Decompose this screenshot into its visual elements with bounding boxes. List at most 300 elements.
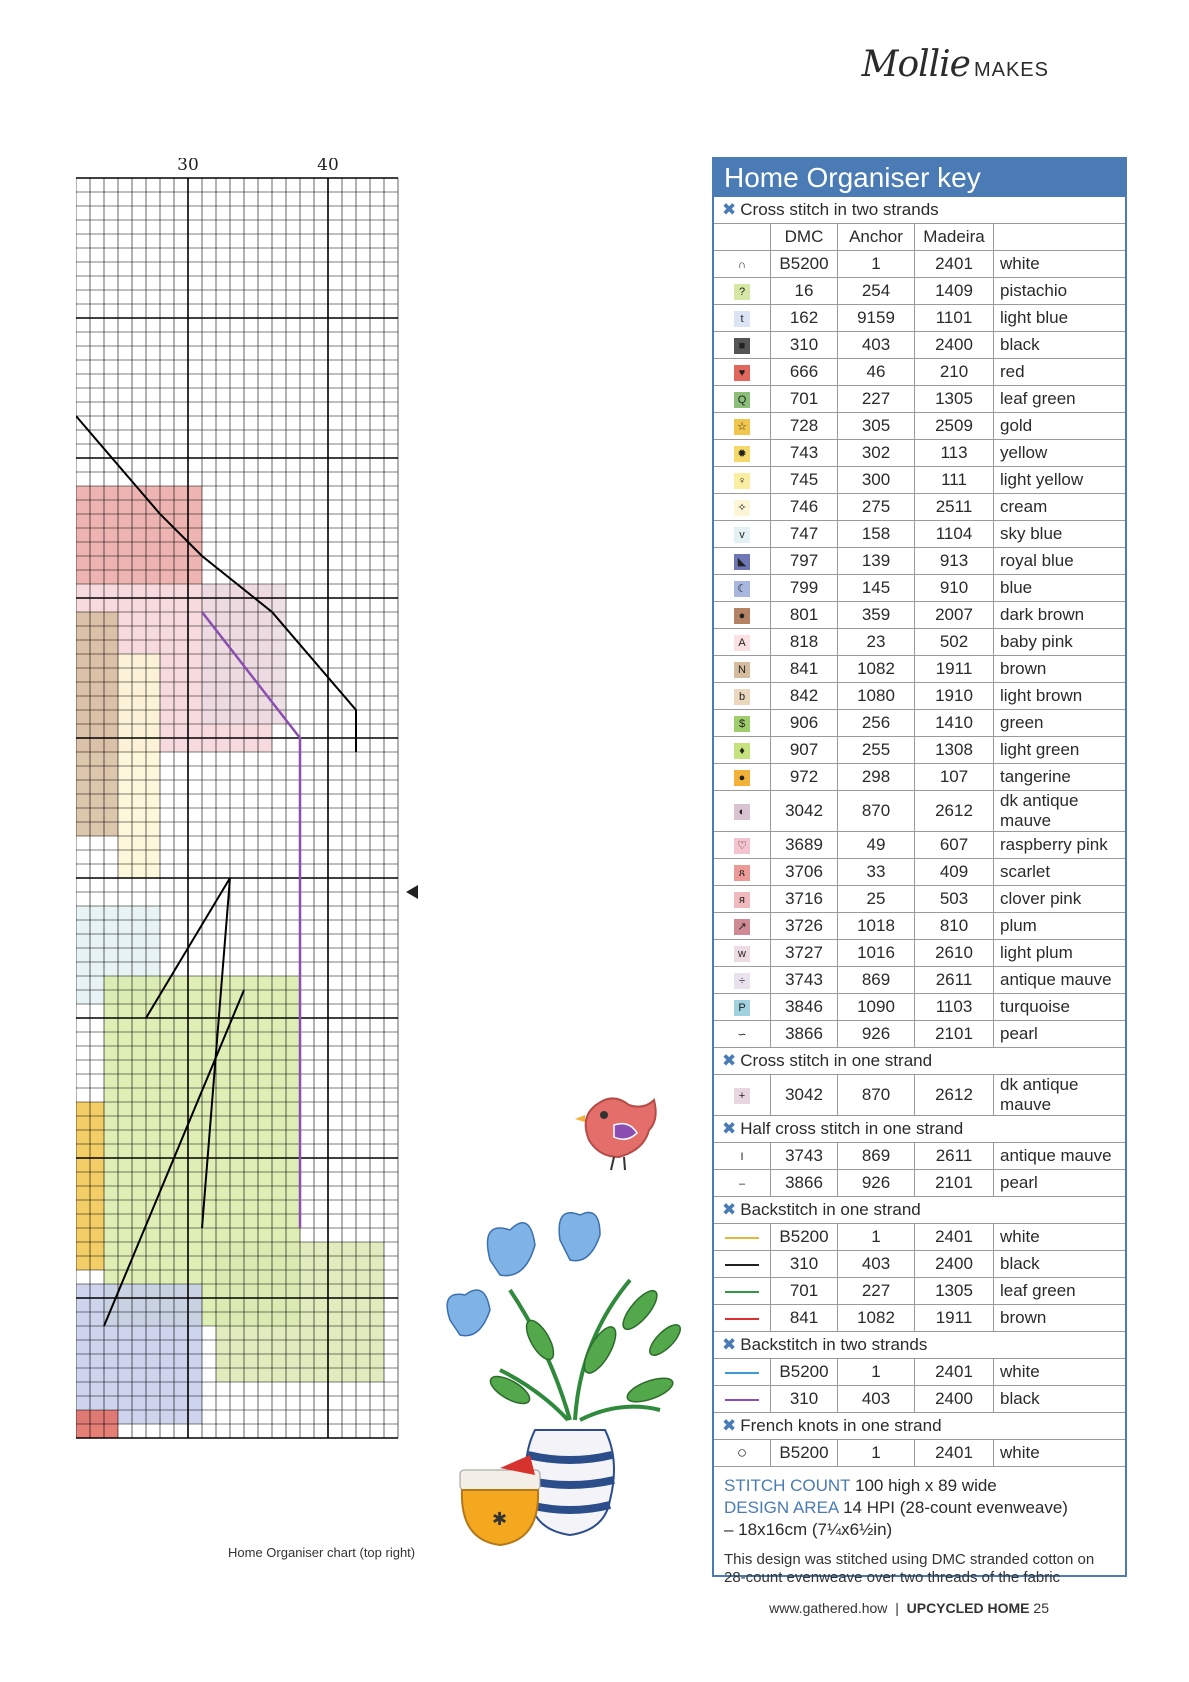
backstitch-line-icon — [725, 1291, 759, 1293]
key-symbol — [714, 791, 771, 832]
key-row — [714, 440, 1125, 467]
dmc-code: 797 — [771, 548, 838, 575]
key-row — [714, 602, 1125, 629]
dmc-code: 3727 — [771, 940, 838, 967]
dmc-code: 747 — [771, 521, 838, 548]
madeira-code: 2612 — [915, 1075, 994, 1116]
key-symbol — [714, 886, 771, 913]
symbol-swatch-icon: ∩ — [734, 257, 750, 273]
backstitch-line-icon — [725, 1237, 759, 1239]
madeira-code: 2401 — [915, 1359, 994, 1386]
cross-icon: ✖ — [722, 1119, 737, 1138]
anchor-code: 403 — [838, 1251, 915, 1278]
symbol-swatch-icon: ? — [734, 284, 750, 300]
axis-label: 30 — [177, 158, 199, 175]
key-symbol — [714, 494, 771, 521]
section-title: ✖ Cross stitch in two strands — [714, 197, 1125, 224]
symbol-swatch-icon: ✧ — [734, 500, 750, 516]
anchor-code: 33 — [838, 859, 915, 886]
vase-stitch-image — [440, 1200, 690, 1565]
cross-icon: ✖ — [722, 1416, 737, 1435]
thread-colour-name: turquoise — [994, 994, 1126, 1021]
column-header: Anchor — [838, 224, 915, 251]
key-symbol — [714, 913, 771, 940]
thread-colour-name: light yellow — [994, 467, 1126, 494]
key-table — [714, 197, 1125, 1467]
thread-colour-name: pearl — [994, 1021, 1126, 1048]
design-area-size: – 18x16cm (7¼x6½in) — [724, 1520, 893, 1539]
madeira-code: 113 — [915, 440, 994, 467]
anchor-code: 403 — [838, 332, 915, 359]
symbol-swatch-icon: ∽ — [734, 1027, 750, 1043]
thread-colour-name: green — [994, 710, 1126, 737]
dmc-code: 666 — [771, 359, 838, 386]
anchor-code: 145 — [838, 575, 915, 602]
anchor-code: 869 — [838, 1143, 915, 1170]
key-row — [714, 1224, 1125, 1251]
symbol-swatch-icon: b — [734, 689, 750, 705]
logo-caps: MAKES — [973, 59, 1049, 81]
anchor-code: 256 — [838, 710, 915, 737]
anchor-code: 869 — [838, 967, 915, 994]
column-header: Madeira — [915, 224, 994, 251]
symbol-swatch-icon: ● — [734, 608, 750, 624]
dmc-code: 728 — [771, 413, 838, 440]
dmc-code: 3042 — [771, 791, 838, 832]
section-title: ✖ Cross stitch in one strand — [714, 1048, 1125, 1075]
anchor-code: 926 — [838, 1170, 915, 1197]
thread-colour-name: antique mauve — [994, 1143, 1126, 1170]
cross-icon: ✖ — [722, 200, 737, 219]
dmc-code: 818 — [771, 629, 838, 656]
dmc-code: 3743 — [771, 967, 838, 994]
key-symbol — [714, 859, 771, 886]
madeira-code: 111 — [915, 467, 994, 494]
key-section-heading — [714, 1197, 1125, 1224]
dmc-code: 743 — [771, 440, 838, 467]
key-row — [714, 1170, 1125, 1197]
madeira-code: 607 — [915, 832, 994, 859]
thread-colour-name: cream — [994, 494, 1126, 521]
madeira-code: 409 — [915, 859, 994, 886]
dmc-code: 906 — [771, 710, 838, 737]
key-row — [714, 994, 1125, 1021]
thread-colour-name: baby pink — [994, 629, 1126, 656]
dmc-code: 3726 — [771, 913, 838, 940]
thread-colour-name: sky blue — [994, 521, 1126, 548]
chart-grid — [76, 158, 424, 1440]
madeira-code: 1910 — [915, 683, 994, 710]
key-symbol — [714, 737, 771, 764]
anchor-code: 1090 — [838, 994, 915, 1021]
section-title: ✖ Backstitch in one strand — [714, 1197, 1125, 1224]
thread-colour-name: black — [994, 332, 1126, 359]
symbol-swatch-icon: N — [734, 662, 750, 678]
centre-arrow-icon — [406, 885, 418, 899]
madeira-code: 1101 — [915, 305, 994, 332]
key-row — [714, 1143, 1125, 1170]
backstitch-line-icon — [725, 1399, 759, 1401]
anchor-code: 25 — [838, 886, 915, 913]
key-row — [714, 467, 1125, 494]
symbol-swatch-icon: ÷ — [734, 973, 750, 989]
section-title: ✖ French knots in one strand — [714, 1413, 1125, 1440]
symbol-swatch-icon: – — [734, 1176, 750, 1192]
section-title: ✖ Backstitch in two strands — [714, 1332, 1125, 1359]
dmc-code: B5200 — [771, 1359, 838, 1386]
key-row — [714, 656, 1125, 683]
key-row — [714, 1305, 1125, 1332]
symbol-swatch-icon: w — [734, 946, 750, 962]
dmc-code: 310 — [771, 1251, 838, 1278]
key-row — [714, 1075, 1125, 1116]
anchor-code: 227 — [838, 1278, 915, 1305]
thread-colour-name: light green — [994, 737, 1126, 764]
symbol-swatch-icon: I — [734, 1149, 750, 1165]
madeira-code: 2007 — [915, 602, 994, 629]
madeira-code: 2611 — [915, 967, 994, 994]
dmc-code: 3716 — [771, 886, 838, 913]
key-symbol — [714, 1386, 771, 1413]
key-section-heading — [714, 1116, 1125, 1143]
symbol-swatch-icon: ■ — [734, 338, 750, 354]
madeira-code: 1305 — [915, 386, 994, 413]
dmc-code: 701 — [771, 1278, 838, 1305]
key-row — [714, 521, 1125, 548]
anchor-code: 403 — [838, 1386, 915, 1413]
anchor-code: 1016 — [838, 940, 915, 967]
madeira-code: 2611 — [915, 1143, 994, 1170]
anchor-code: 1080 — [838, 683, 915, 710]
magazine-logo — [862, 44, 1049, 85]
key-symbol — [714, 1440, 771, 1467]
french-knot-icon: ○ — [736, 1443, 748, 1462]
dmc-code: 3866 — [771, 1021, 838, 1048]
key-row — [714, 413, 1125, 440]
key-symbol — [714, 251, 771, 278]
dmc-code: 701 — [771, 386, 838, 413]
madeira-code: 2511 — [915, 494, 994, 521]
key-symbol — [714, 832, 771, 859]
anchor-code: 305 — [838, 413, 915, 440]
madeira-code: 810 — [915, 913, 994, 940]
symbol-swatch-icon: ☾ — [734, 581, 750, 597]
bird-stitch-image — [569, 1085, 679, 1180]
key-row — [714, 967, 1125, 994]
key-row — [714, 764, 1125, 791]
madeira-code: 502 — [915, 629, 994, 656]
madeira-code: 1410 — [915, 710, 994, 737]
thread-colour-name: pistachio — [994, 278, 1126, 305]
page-number: 25 — [1033, 1600, 1049, 1616]
key-symbol — [714, 413, 771, 440]
key-symbol — [714, 1224, 771, 1251]
svg-text:✱: ✱ — [492, 1509, 508, 1530]
cross-icon: ✖ — [722, 1335, 737, 1354]
thread-colour-name: leaf green — [994, 1278, 1126, 1305]
key-symbol — [714, 440, 771, 467]
column-header: DMC — [771, 224, 838, 251]
symbol-swatch-icon: ↗ — [734, 919, 750, 935]
key-panel — [712, 157, 1127, 1586]
thread-colour-name: clover pink — [994, 886, 1126, 913]
thread-colour-name: dk antique mauve — [994, 1075, 1126, 1116]
symbol-swatch-icon: v — [734, 527, 750, 543]
madeira-code: 2401 — [915, 251, 994, 278]
backstitch-line-icon — [725, 1264, 759, 1266]
symbol-swatch-icon: ♡ — [734, 838, 750, 854]
key-symbol — [714, 521, 771, 548]
key-symbol — [714, 764, 771, 791]
key-column-header — [714, 224, 1125, 251]
key-row — [714, 1251, 1125, 1278]
madeira-code: 1103 — [915, 994, 994, 1021]
madeira-code: 210 — [915, 359, 994, 386]
dmc-code: 3042 — [771, 1075, 838, 1116]
madeira-code: 913 — [915, 548, 994, 575]
key-row — [714, 1359, 1125, 1386]
dmc-code: 745 — [771, 467, 838, 494]
key-symbol — [714, 1359, 771, 1386]
madeira-code: 2610 — [915, 940, 994, 967]
dmc-code: B5200 — [771, 1440, 838, 1467]
key-symbol — [714, 575, 771, 602]
key-symbol — [714, 1143, 771, 1170]
key-section-heading — [714, 1413, 1125, 1440]
stitch-count: STITCH COUNT 100 high x 89 wide — [724, 1476, 997, 1495]
backstitch-line-icon — [725, 1318, 759, 1320]
anchor-code: 275 — [838, 494, 915, 521]
dmc-code: 3846 — [771, 994, 838, 1021]
dmc-code: 16 — [771, 278, 838, 305]
symbol-swatch-icon: ✹ — [734, 446, 750, 462]
key-symbol — [714, 359, 771, 386]
thread-colour-name: black — [994, 1386, 1126, 1413]
key-row — [714, 1021, 1125, 1048]
anchor-code: 227 — [838, 386, 915, 413]
madeira-code: 910 — [915, 575, 994, 602]
key-symbol — [714, 710, 771, 737]
cross-icon: ✖ — [722, 1051, 737, 1070]
madeira-code: 1911 — [915, 656, 994, 683]
key-row — [714, 332, 1125, 359]
dmc-code: 842 — [771, 683, 838, 710]
anchor-code: 300 — [838, 467, 915, 494]
key-row — [714, 1278, 1125, 1305]
symbol-swatch-icon: ♥ — [734, 365, 750, 381]
thread-colour-name: white — [994, 1359, 1126, 1386]
key-row — [714, 913, 1125, 940]
key-symbol — [714, 467, 771, 494]
thread-colour-name: dark brown — [994, 602, 1126, 629]
axis-label: 40 — [317, 158, 339, 175]
anchor-code: 9159 — [838, 305, 915, 332]
thread-colour-name: yellow — [994, 440, 1126, 467]
key-row — [714, 683, 1125, 710]
thread-colour-name: gold — [994, 413, 1126, 440]
colour-region — [76, 486, 202, 584]
anchor-code: 870 — [838, 791, 915, 832]
anchor-code: 870 — [838, 1075, 915, 1116]
thread-colour-name: light blue — [994, 305, 1126, 332]
symbol-swatch-icon: Q — [734, 392, 750, 408]
key-symbol — [714, 548, 771, 575]
thread-colour-name: black — [994, 1251, 1126, 1278]
symbol-swatch-icon: ጸ — [734, 865, 750, 881]
anchor-code: 1018 — [838, 913, 915, 940]
symbol-swatch-icon: A — [734, 635, 750, 651]
anchor-code: 255 — [838, 737, 915, 764]
anchor-code: 359 — [838, 602, 915, 629]
madeira-code: 2401 — [915, 1224, 994, 1251]
madeira-code: 2400 — [915, 1251, 994, 1278]
key-row — [714, 737, 1125, 764]
dmc-code: B5200 — [771, 1224, 838, 1251]
key-row — [714, 278, 1125, 305]
key-row — [714, 575, 1125, 602]
madeira-code: 2612 — [915, 791, 994, 832]
anchor-code: 1082 — [838, 1305, 915, 1332]
key-section-heading — [714, 1048, 1125, 1075]
key-row — [714, 359, 1125, 386]
page-footer: www.gathered.how | UPCYCLED HOME 25 — [769, 1600, 1049, 1616]
anchor-code: 1 — [838, 1359, 915, 1386]
key-symbol — [714, 967, 771, 994]
dmc-code: B5200 — [771, 251, 838, 278]
madeira-code: 2401 — [915, 1440, 994, 1467]
dmc-code: 162 — [771, 305, 838, 332]
thread-colour-name: scarlet — [994, 859, 1126, 886]
design-note: This design was stitched using DMC stranded cotton on 28-count evenweave over two threads of the fabric — [724, 1551, 1095, 1586]
symbol-swatch-icon: + — [734, 1088, 750, 1104]
key-row — [714, 494, 1125, 521]
madeira-code: 2400 — [915, 332, 994, 359]
backstitch-line-icon — [725, 1372, 759, 1374]
dmc-code: 907 — [771, 737, 838, 764]
key-symbol — [714, 602, 771, 629]
key-row — [714, 832, 1125, 859]
logo-script: Mollie — [861, 44, 970, 85]
key-row — [714, 1386, 1125, 1413]
key-row — [714, 1440, 1125, 1467]
key-symbol — [714, 1278, 771, 1305]
thread-colour-name: brown — [994, 656, 1126, 683]
thread-colour-name: white — [994, 1224, 1126, 1251]
cross-icon: ✖ — [722, 1200, 737, 1219]
key-symbol — [714, 629, 771, 656]
symbol-swatch-icon: я — [734, 892, 750, 908]
design-area: DESIGN AREA 14 HPI (28-count evenweave) — [724, 1498, 1068, 1517]
anchor-code: 1 — [838, 1440, 915, 1467]
anchor-code: 46 — [838, 359, 915, 386]
key-symbol — [714, 305, 771, 332]
madeira-code: 503 — [915, 886, 994, 913]
madeira-code: 107 — [915, 764, 994, 791]
symbol-swatch-icon: ◐ — [734, 804, 750, 820]
key-row — [714, 940, 1125, 967]
key-symbol — [714, 656, 771, 683]
anchor-code: 49 — [838, 832, 915, 859]
thread-colour-name: blue — [994, 575, 1126, 602]
key-symbol — [714, 386, 771, 413]
symbol-swatch-icon: $ — [734, 716, 750, 732]
thread-colour-name: white — [994, 1440, 1126, 1467]
key-row — [714, 791, 1125, 832]
anchor-code: 23 — [838, 629, 915, 656]
dmc-code: 3743 — [771, 1143, 838, 1170]
thread-colour-name: raspberry pink — [994, 832, 1126, 859]
key-row — [714, 548, 1125, 575]
thread-colour-name: brown — [994, 1305, 1126, 1332]
thread-colour-name: light brown — [994, 683, 1126, 710]
key-row — [714, 305, 1125, 332]
key-symbol — [714, 940, 771, 967]
thread-colour-name: pearl — [994, 1170, 1126, 1197]
thread-colour-name: dk antique mauve — [994, 791, 1126, 832]
key-section-heading — [714, 1332, 1125, 1359]
key-symbol — [714, 1305, 771, 1332]
madeira-code: 1409 — [915, 278, 994, 305]
dmc-code: 841 — [771, 1305, 838, 1332]
thread-colour-name: red — [994, 359, 1126, 386]
key-notes — [714, 1467, 1125, 1595]
section-title: ✖ Half cross stitch in one strand — [714, 1116, 1125, 1143]
symbol-swatch-icon: ♀ — [734, 473, 750, 489]
key-row — [714, 710, 1125, 737]
madeira-code: 1305 — [915, 1278, 994, 1305]
key-symbol — [714, 683, 771, 710]
anchor-code: 298 — [838, 764, 915, 791]
key-symbol — [714, 332, 771, 359]
symbol-swatch-icon: t — [734, 311, 750, 327]
key-row — [714, 629, 1125, 656]
dmc-code: 3689 — [771, 832, 838, 859]
key-row — [714, 886, 1125, 913]
madeira-code: 2509 — [915, 413, 994, 440]
key-row — [714, 386, 1125, 413]
anchor-code: 254 — [838, 278, 915, 305]
thread-colour-name: tangerine — [994, 764, 1126, 791]
anchor-code: 1 — [838, 251, 915, 278]
key-symbol — [714, 994, 771, 1021]
key-row — [714, 859, 1125, 886]
key-symbol — [714, 1075, 771, 1116]
dmc-code: 3866 — [771, 1170, 838, 1197]
dmc-code: 972 — [771, 764, 838, 791]
anchor-code: 158 — [838, 521, 915, 548]
thread-colour-name: white — [994, 251, 1126, 278]
anchor-code: 926 — [838, 1021, 915, 1048]
chart-caption: Home Organiser chart (top right) — [228, 1545, 416, 1560]
anchor-code: 302 — [838, 440, 915, 467]
symbol-swatch-icon: P — [734, 1000, 750, 1016]
key-title: Home Organiser key — [714, 159, 1125, 197]
madeira-code: 2101 — [915, 1021, 994, 1048]
key-symbol — [714, 278, 771, 305]
dmc-code: 310 — [771, 1386, 838, 1413]
thread-colour-name: antique mauve — [994, 967, 1126, 994]
dmc-code: 310 — [771, 332, 838, 359]
dmc-code: 799 — [771, 575, 838, 602]
madeira-code: 1308 — [915, 737, 994, 764]
madeira-code: 2101 — [915, 1170, 994, 1197]
key-row — [714, 251, 1125, 278]
dmc-code: 3706 — [771, 859, 838, 886]
key-section-heading — [714, 197, 1125, 224]
key-symbol — [714, 1170, 771, 1197]
madeira-code: 1104 — [915, 521, 994, 548]
symbol-swatch-icon: ☆ — [734, 419, 750, 435]
